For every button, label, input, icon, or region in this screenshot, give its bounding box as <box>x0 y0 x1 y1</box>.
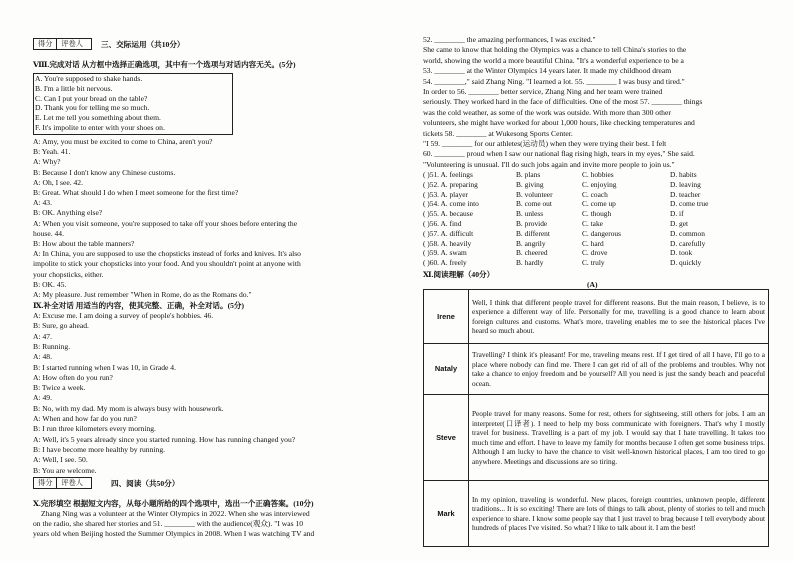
text-line: A: Well, it's 5 years already since you started running. How has running changed you? <box>33 434 296 444</box>
question-option-a: ( )52. A. preparing <box>423 179 478 189</box>
question-option: C. coach <box>582 189 608 199</box>
question-option: D. teacher <box>670 189 701 199</box>
text-line: B: Yeah. 41. <box>33 147 71 157</box>
text-line: B: Because I don't know any Chinese customs. <box>33 167 176 177</box>
speaker-name: Irene <box>424 290 469 344</box>
question-option: B. plans <box>516 170 541 179</box>
text-line: 53. ________ at the Winter Olympics 14 years later. It made my childhood dream <box>423 66 672 76</box>
text-line: She came to know that holding the Olympics was a chance to tell China's stories to the <box>423 45 687 55</box>
text-line: world, showing the world a more beautiful China. "It's a wonderful experience to be a <box>423 55 684 65</box>
text-line: seriously. They worked hard in the face of difficulties. One of the most 57. ________ things <box>423 97 703 107</box>
question-option: D. quickly <box>670 258 702 268</box>
question-option: B. volunteer <box>516 189 553 199</box>
question-option: C. truly <box>582 258 605 268</box>
text-line: 60. ________ proud when I saw our national flag rising high, tears in my eyes," She said. <box>423 149 695 159</box>
passage-line: years old when Beijing hosted the Summer Olympics in 2008. When I was watching TV and <box>33 529 315 538</box>
section-title: 四、阅读（共50分） <box>111 479 180 488</box>
table-row <box>424 481 769 547</box>
speaker-name: Steve <box>424 395 469 481</box>
question-option: D. took <box>670 248 693 258</box>
question-option: C. drove <box>582 248 608 258</box>
text-line: A: 47. <box>33 331 52 341</box>
question-option-a: ( )53. A. player <box>423 189 468 199</box>
question-option: B. different <box>516 228 550 238</box>
question-option: C. enjoying <box>582 179 617 189</box>
question-option-a: ( )59. A. swam <box>423 248 467 258</box>
reading-table <box>423 289 769 547</box>
table-row <box>424 344 769 395</box>
question-option: D. common <box>670 228 705 238</box>
speaker-text: People travel for many reasons. Some for rest, others for sightseeing, still others for jobs. I am an interpreter(口译者). I need to help my boss communicate with foreigners. That's why I mostly travel for business. Travelling is a part of my job. I would say that I hate travelling. It takes too much time and effort. I have to leave my family for months because I often get some business trips. Although I am lucky to have the chance to visit well-known historical places, I am too tired to go anywhere. Meetings and discussions are so tiring. <box>469 395 769 481</box>
left-column <box>29 0 399 561</box>
text-line: B: Great. What should I do when I meet someone for the first time? <box>33 188 239 197</box>
question-option: C. dangerous <box>582 228 621 238</box>
question-option: B. giving <box>516 179 544 189</box>
question-option: C. hobbies <box>582 170 614 179</box>
text-line: A: 48. <box>33 352 52 362</box>
question-option: C. take <box>582 219 603 228</box>
passage-line: on the radio, she shared her stories and 51. ________ with the audience(观众). "I was 10 <box>33 519 304 528</box>
table-row <box>424 395 769 481</box>
text-line: 52. ________ the amazing performances, I was excited." <box>423 35 596 44</box>
question-option: B. cheered <box>516 248 548 258</box>
option: B. I'm a little bit nervous. <box>35 83 113 93</box>
text-line: B: OK. 45. <box>33 279 67 289</box>
instruction: Ⅹ.完形填空 根据短文内容，从每小题所给的四个选项中，选出一个正确答案。(10分) <box>33 499 314 508</box>
question-option: D. leaving <box>670 179 701 189</box>
text-line: was the cold weather, as some of the work was outside. With more than 300 other <box>423 107 671 117</box>
question-option: B. angrily <box>516 238 546 248</box>
text-line: house. 44. <box>33 228 65 238</box>
question-option-a: ( )60. A. freely <box>423 258 467 268</box>
text-line: A: When and how far do you run? <box>33 414 137 423</box>
text-line: B: How about the table manners? <box>33 239 135 248</box>
text-line: B: Running. <box>33 341 71 351</box>
speaker-text: In my opinion, traveling is wonderful. New places, foreign countries, unknown people, different traditions... It is so exciting! There are lots of things to talk about, plenty of stories to tell and much experience to share. I know some people say that I just travel to brag because I tell everybody about hundreds of places I've visited. So what? I like to talk about it. I am the best! <box>469 481 769 547</box>
question-option-a: ( )58. A. heavily <box>423 238 472 248</box>
text-line: A: When you visit someone, you're supposed to take off your shoes before entering the <box>33 218 298 228</box>
question-option: D. habits <box>670 170 697 179</box>
score-box: 得分 评卷人 <box>33 38 92 50</box>
text-line: B: Twice a week. <box>33 383 86 393</box>
instruction: Ⅸ.补全对话 用适当的内容，使其完整、正确，补全对话。(5分) <box>33 301 245 310</box>
text-line: B: I have become more healthy by running. <box>33 444 166 454</box>
section-title: 三、交际运用（共10分） <box>101 40 185 49</box>
speaker-name: Mark <box>424 481 469 547</box>
right-column <box>419 0 771 561</box>
text-line: your chopsticks, either. <box>33 269 104 279</box>
option: C. Can I put your bread on the table? <box>35 93 148 103</box>
speaker-text: Well, I think that different people travel for different reasons. But the main reason, I believe, is to experience a different way of life. Personally for me, travelling is a good chance to learn about foreign cultures and customs. What's more, traveling enables me to see the historical places I've heard so much about. <box>469 290 769 344</box>
text-line: A: Well, I see. 50. <box>33 455 88 465</box>
speaker-text: Travelling? I think it's pleasant! For me, traveling means rest. If I get tired of all I have, I'll go to a place where nobody can find me. There I can get rid of all of the problems and troubles. Why not take a chance to enjoy freedom and be yourself? All you need is just the sandy beach and peaceful ocean. <box>469 344 769 395</box>
table-row <box>424 290 769 344</box>
text-line: B: I run three kilometers every morning. <box>33 424 156 434</box>
option: E. Let me tell you something about them. <box>35 113 161 123</box>
text-line: A: Oh, I see. 42. <box>33 177 83 187</box>
text-line: A: 43. <box>33 198 52 208</box>
text-line: B: No, with my dad. My mom is always busy with housework. <box>33 403 224 413</box>
text-line: A: In China, you are supposed to use the chopsticks instead of forks and knives. It's also <box>33 249 301 259</box>
question-option: C. hard <box>582 238 604 248</box>
question-option-a: ( )51. A. feelings <box>423 170 473 179</box>
part-label: (A) <box>587 280 598 289</box>
question-option: B. unless <box>516 209 544 219</box>
question-option: D. come true <box>670 199 709 209</box>
score-box: 得分 评卷人 <box>33 477 92 489</box>
text-line: tickets 58. ________ at Wukesong Sports Center. <box>423 128 573 138</box>
question-option: C. come up <box>582 199 616 209</box>
text-line: In order to 56. ________ better service, Zhang Ning and her team were trained <box>423 87 663 96</box>
option: D. Thank you for telling me so much. <box>35 103 150 113</box>
question-option: D. get <box>670 219 689 228</box>
text-line: A: 49. <box>33 393 52 403</box>
text-line: volunteers, she might have worked for about 1,000 hours, like checking temperatures and <box>423 118 695 128</box>
question-option: D. if <box>670 209 684 219</box>
text-line: A: Amy, you must be excited to come to China, aren't you? <box>33 137 213 146</box>
text-line: "I 59. ________ for our athletes(运动员) when they were trying their best. I felt <box>423 139 667 148</box>
option: A. You're supposed to shake hands. <box>35 74 143 83</box>
question-option-a: ( )55. A. because <box>423 209 473 219</box>
text-line: B: OK. Anything else? <box>33 208 103 218</box>
text-line: B: I started running when I was 10, in Grade 4. <box>33 362 176 372</box>
speaker-name: Nataly <box>424 344 469 395</box>
question-option-a: ( )56. A. find <box>423 219 462 228</box>
text-line: A: Why? <box>33 157 61 167</box>
passage-line: Zhang Ning was a volunteer at the Winter Olympics in 2022. When she was interviewed <box>41 509 310 518</box>
question-option-a: ( )54. A. come into <box>423 199 479 209</box>
question-option: B. come out <box>516 199 552 209</box>
text-line: B: Sure, go ahead. <box>33 321 89 331</box>
text-line: A: Excuse me. I am doing a survey of people's hobbies. 46. <box>33 311 214 320</box>
question-option-a: ( )57. A. difficult <box>423 228 474 238</box>
question-option: D. carefully <box>670 238 706 248</box>
instruction: Ⅷ.完成对话 从方框中选择正确选项，其中有一个选项与对话内容无关。(5分) <box>33 60 296 69</box>
text-line: impolite to stick your chopsticks into your food. And you shouldn't point at anyone with <box>33 259 301 269</box>
question-option: B. hardly <box>516 258 544 268</box>
question-option: C. though <box>582 209 612 219</box>
options-box <box>33 73 233 135</box>
text-line: B: You are welcome. <box>33 465 97 475</box>
text-line: A: How often do you run? <box>33 372 113 382</box>
instruction: Ⅺ.阅读理解（40分） <box>423 270 495 279</box>
text-line: 54. ________," said Zhang Ning. "I learned a lot. 55. ________ I was busy and tired." <box>423 76 685 86</box>
option: F. It's impolite to enter with your shoes on. <box>35 123 165 132</box>
text-line: "Volunteering is unusual. I'll do such jobs again and invite more people to join us." <box>423 159 675 169</box>
text-line: A: My pleasure. Just remember "When in Rome, do as the Romans do." <box>33 290 252 299</box>
question-option: B. provide <box>516 219 548 228</box>
